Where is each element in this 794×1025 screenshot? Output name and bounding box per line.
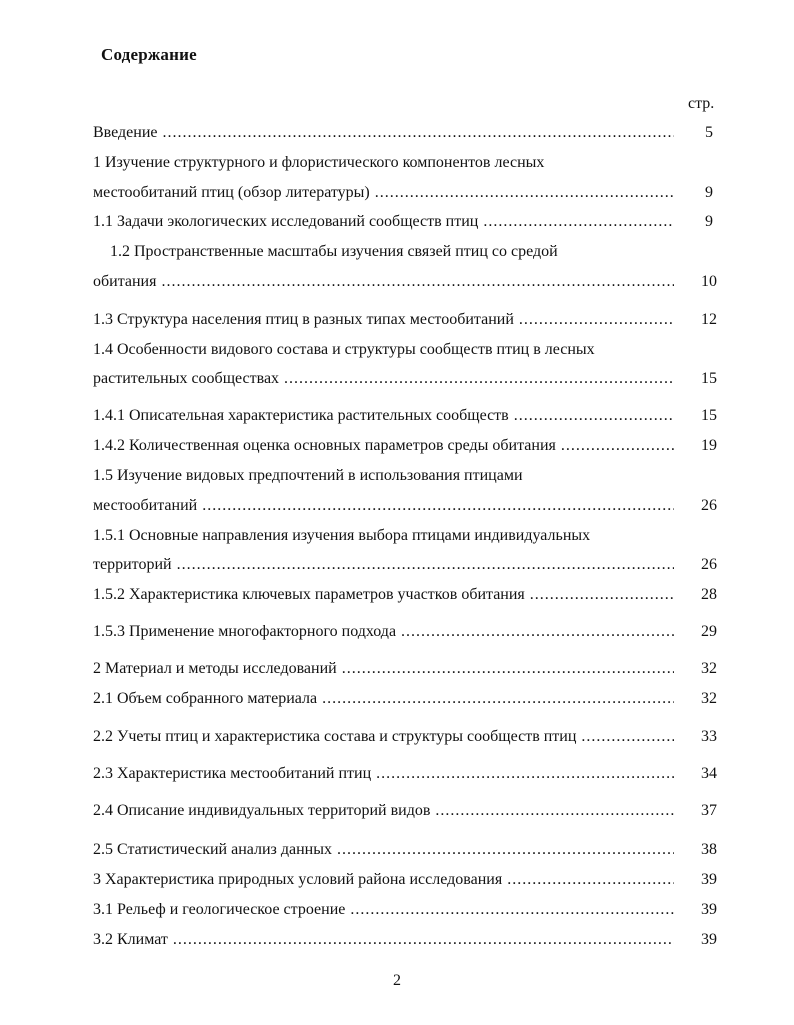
page-title: Содержание	[101, 45, 197, 64]
toc-entry	[93, 181, 674, 205]
toc-entry-page: 39	[701, 901, 717, 918]
toc-entry-text: 1.2 Пространственные масштабы изучения связей птиц со средой	[110, 243, 558, 260]
toc-entry-text: 3.1 Рельеф и геологическое строение	[93, 901, 346, 918]
toc-entry-page: 26	[701, 497, 717, 514]
toc-entry-page: 39	[701, 871, 717, 888]
toc-entry	[93, 687, 674, 711]
toc-entry	[93, 404, 674, 428]
toc-entry-text: 1.5.2 Характеристика ключевых параметров участков обитания	[93, 586, 525, 603]
page-number: 2	[393, 972, 401, 989]
toc-entry-text: 1.4 Особенности видового состава и структуры сообществ птиц в лесных	[93, 341, 595, 358]
toc-entry	[93, 898, 674, 922]
toc-entry-page: 33	[701, 728, 717, 745]
toc-entry	[93, 799, 674, 823]
toc-entry-page: 19	[701, 437, 717, 454]
toc-entry-text: 2.2 Учеты птиц и характеристика состава и структуры сообществ птиц	[93, 728, 577, 745]
toc-entry	[93, 553, 674, 577]
toc-entry	[110, 240, 691, 264]
toc-entry-page: 34	[701, 765, 717, 782]
toc-entry-text: местообитаний	[93, 497, 198, 514]
toc-entry	[93, 762, 674, 786]
toc-entry-text: растительных сообществах	[93, 370, 280, 387]
toc-entry-page: 28	[701, 586, 717, 603]
toc-entry-text: 1.4.2 Количественная оценка основных параметров среды обитания	[93, 437, 556, 454]
toc-entry-page: 39	[701, 931, 717, 948]
toc-entry-text: Введение	[93, 124, 158, 141]
toc-entry-text: 1.3 Структура населения птиц в разных типах местообитаний	[93, 311, 514, 328]
toc-entry	[93, 270, 674, 294]
toc-entry	[93, 308, 674, 332]
toc-entry-page: 12	[701, 311, 717, 328]
toc-entry	[93, 210, 674, 234]
toc-entry-page: 37	[701, 802, 717, 819]
toc-entry-text: 3.2 Климат	[93, 931, 168, 948]
toc-entry	[93, 657, 674, 681]
toc-entry-text: 1 Изучение структурного и флористического компонентов лесных	[93, 154, 545, 171]
toc-entry-text: местообитаний птиц (обзор литературы)	[93, 184, 370, 201]
toc-entry	[93, 725, 674, 749]
toc-entry-page: 32	[701, 660, 717, 677]
toc-entry-text: 1.5.3 Применение многофакторного подхода	[93, 623, 397, 640]
toc-entry-page: 32	[701, 690, 717, 707]
toc-entry-page: 15	[701, 407, 717, 424]
toc-entry-page: 26	[701, 556, 717, 573]
toc-entry	[93, 367, 674, 391]
toc-entry-text: 1.5 Изучение видовых предпочтений в использования птицами	[93, 467, 523, 484]
toc-entry	[93, 524, 674, 548]
toc-entry-page: 9	[705, 213, 713, 230]
toc-entry-page: 38	[701, 841, 717, 858]
toc-entry-text: 2.3 Характеристика местообитаний птиц	[93, 765, 372, 782]
toc-entry	[93, 583, 674, 607]
toc-entry-page: 10	[701, 273, 717, 290]
toc-entry-text: 2.1 Объем собранного материала	[93, 690, 318, 707]
toc-entry	[93, 151, 674, 175]
toc-entry-text: 2.4 Описание индивидуальных территорий видов	[93, 802, 431, 819]
toc-entry-page: 29	[701, 623, 717, 640]
toc-entry-text: территорий	[93, 556, 172, 573]
toc-entry	[93, 434, 674, 458]
toc-entry	[93, 338, 674, 362]
toc-entry-page: 5	[705, 124, 713, 141]
toc-entry	[93, 620, 674, 644]
toc-entry-page: 9	[705, 184, 713, 201]
page-column-label: стр.	[688, 95, 715, 112]
toc-entry-text: 3 Характеристика природных условий района исследования	[93, 871, 503, 888]
toc-entry-text: 1.1 Задачи экологических исследований сообществ птиц	[93, 213, 479, 230]
toc-entry	[93, 928, 674, 952]
toc-entry-text: 2.5 Статистический анализ данных	[93, 841, 332, 858]
toc-entry	[93, 494, 674, 518]
toc-entry-text: 2 Материал и методы исследований	[93, 660, 337, 677]
toc-entry	[93, 838, 674, 862]
toc-entry	[93, 121, 674, 145]
toc-entry-text: 1.4.1 Описательная характеристика растительных сообществ	[93, 407, 509, 424]
toc-entry-text: обитания	[93, 273, 157, 290]
toc-entry-text: 1.5.1 Основные направления изучения выбора птицами индивидуальных	[93, 527, 591, 544]
toc-entry	[93, 464, 674, 488]
toc-entry	[93, 868, 674, 892]
toc-entry-page: 15	[701, 370, 717, 387]
